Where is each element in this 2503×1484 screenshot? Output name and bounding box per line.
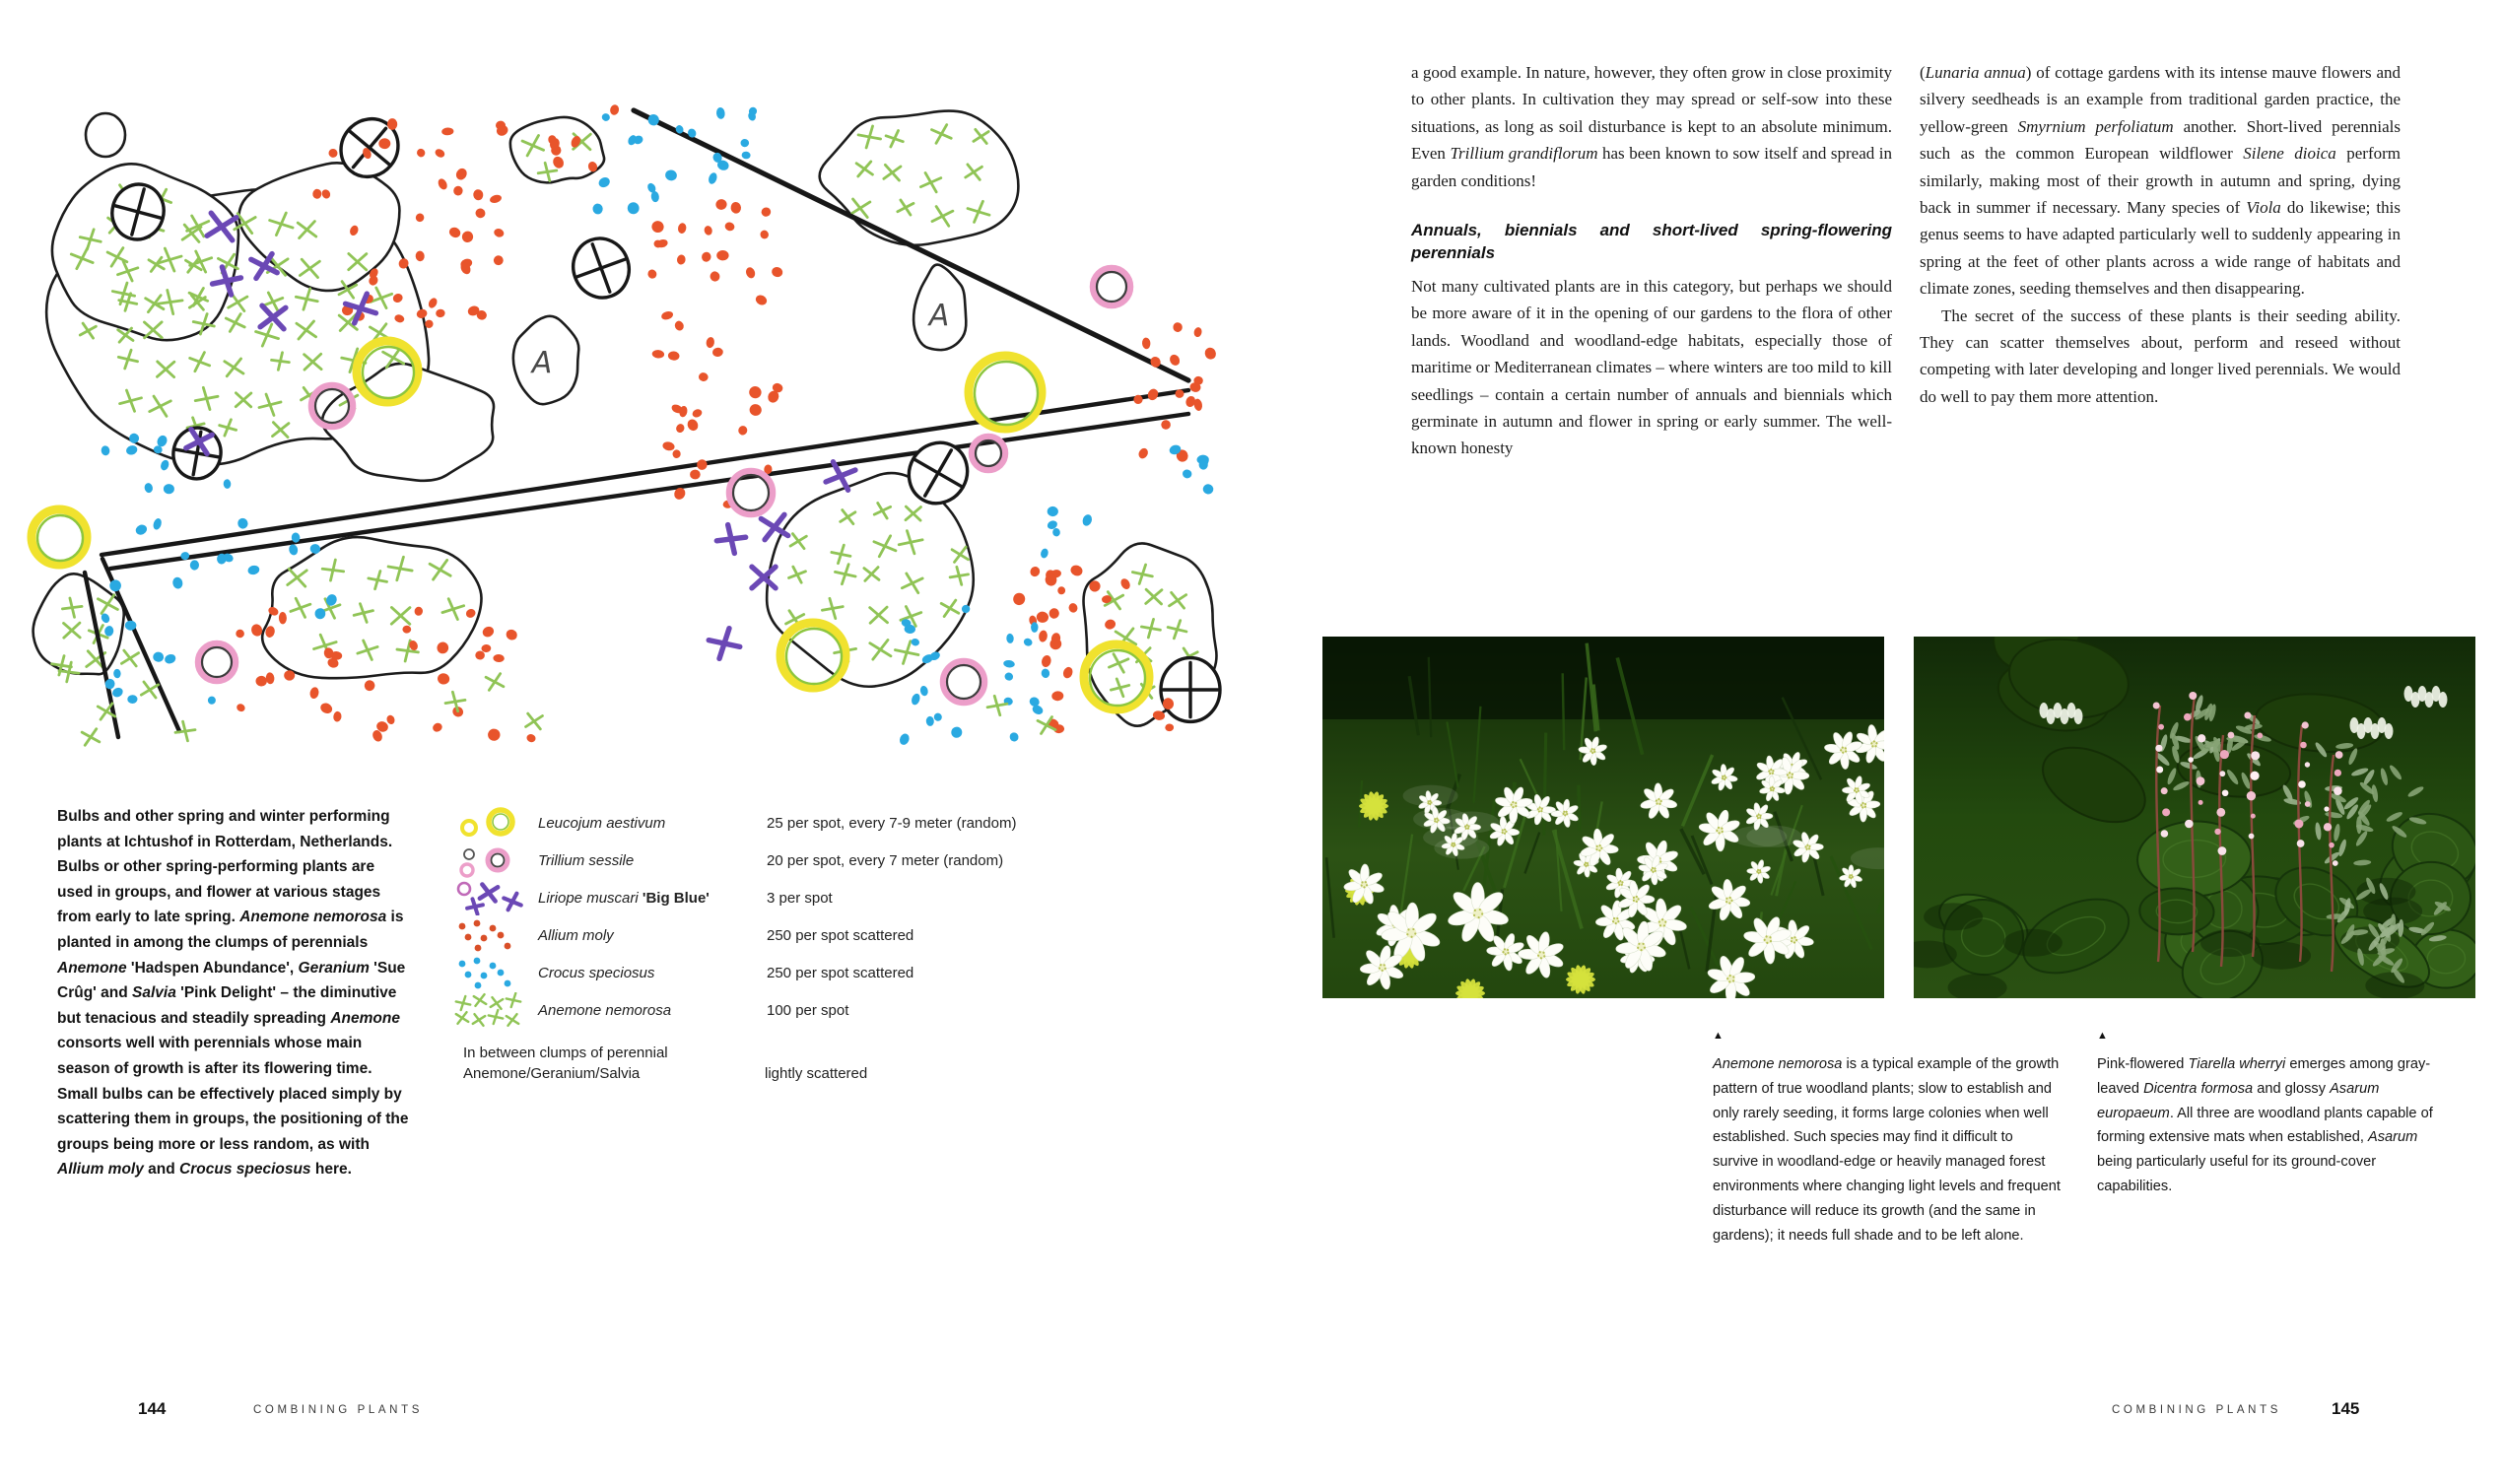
legend-plant-name: [538, 814, 767, 833]
legend-plant-name: [538, 851, 767, 870]
paragraph: [1411, 59, 1892, 194]
legend-rows: [453, 804, 1030, 1029]
legend-row: [453, 804, 1030, 842]
legend-row: [453, 916, 1030, 954]
text-run: Trillium grandiflorum: [1450, 144, 1598, 164]
text-run: perform similarly, making most of their growth in autumn and spring, dying back in summer if necessary. Many species of: [1920, 144, 2401, 218]
text-run: Geranium: [298, 959, 370, 977]
planting-plan-diagram: [0, 0, 1222, 749]
small-outline-circle: [86, 113, 125, 157]
text-run: Viola: [2246, 198, 2281, 218]
plan-caption: [57, 804, 414, 1182]
legend-quantity: 3 per spot: [767, 889, 833, 907]
leucojum-ring: [32, 509, 87, 565]
photo-caption-left: [1713, 1052, 2062, 1248]
text-column-2: [1920, 59, 2401, 410]
text-run: another. Short-lived perennials such as the common European wildflower: [1920, 116, 2401, 164]
legend-note: [453, 1043, 765, 1084]
text-run: and: [143, 1161, 180, 1179]
legend-quantity: 20 per spot, every 7 meter (random): [767, 851, 1004, 869]
text-run: emerges among gray-leaved: [2097, 1056, 2431, 1097]
legend-row: [453, 879, 1030, 916]
running-footer-left: COMBINING PLANTS: [253, 1404, 423, 1416]
tree-symbol: [1161, 658, 1220, 722]
text-run: Allium moly: [538, 926, 614, 944]
area-label: A: [928, 299, 950, 333]
text-run: Anemone: [57, 959, 127, 977]
legend-row: [453, 991, 1030, 1029]
text-run: Allium moly: [57, 1161, 144, 1179]
text-run: Dicentra formosa: [2143, 1080, 2254, 1097]
paragraph: Not many cultivated plants are in this category, but perhaps we should be more aware of it in the opening of our gardens to the flora of other lands. Woodland and woodland-edge habitats, especially those of maritime or Mediterranean climates – where winters are too mild to kill seedlings – contain a certain number of annuals and biennials which germinate in autumn and flower in spring or early summer. The well-known honesty: [1411, 277, 1892, 458]
trillium-rings-swatch-icon: [453, 843, 538, 878]
text-run: Silene dioica: [2243, 144, 2336, 164]
text-run: Tiarella wherryi: [2188, 1056, 2286, 1072]
area-label: A: [531, 346, 553, 380]
text-run: Liriope muscari: [538, 889, 639, 907]
text-run: being particularly useful for its ground-cover capabilities.: [2097, 1154, 2377, 1194]
anemone-crosses-swatch-icon: [453, 992, 538, 1028]
text-column-1: [1411, 59, 1892, 462]
page-number-right: 145: [2332, 1399, 2360, 1418]
photo-caption-right: [2097, 1052, 2450, 1199]
legend-plant-name: [538, 889, 767, 908]
text-run: is a typical example of the growth pattern of true woodland plants; slow to establish and only rarely seeding, it forms large colonies when well established. Such species may find it difficult to survive in woodland-edge or heavily managed forest environments where changing light levels and frequent disturbance will reduce its growth (and the same in gardens); it needs full shade and to be left alone.: [1713, 1056, 2061, 1244]
text-run: . All three are woodland plants capable of forming extensive mats when established,: [2097, 1105, 2433, 1146]
text-run: In between clumps of perennial Anemone/Geranium/Salvia: [463, 1045, 668, 1082]
text-run: 'Sue Crûg' and: [57, 959, 406, 1002]
anemone-patches: [34, 111, 1217, 726]
legend-row: [453, 842, 1030, 879]
text-run: 'Big Blue': [638, 889, 710, 907]
photo-anemone-nemorosa: [1322, 637, 1884, 998]
liriope-crosses-swatch-icon: [453, 880, 538, 915]
text-run: a good example. In nature, however, they often grow in close proximity to other plants. In cultivation they may spread or self-sow into these situations, as long as soil disturbance is kept to an absolute minimum. Even: [1411, 63, 1892, 164]
legend-quantity: 250 per spot scattered: [767, 964, 914, 981]
paragraph: [1920, 59, 2401, 303]
text-run: Salvia: [132, 984, 176, 1002]
text-run: Anemone nemorosa: [538, 1001, 672, 1019]
text-run: Bulbs and other spring and winter performing plants at Ichtushof in Rotterdam, Netherlands. Bulbs or other spring-performing plants are used in groups, and flower at various stages from early to late spring.: [57, 808, 393, 926]
trillium-ring: [1093, 268, 1130, 305]
photo-tiarella-wherryi: [1914, 637, 2475, 998]
legend-note-quantity: lightly scattered: [765, 1065, 868, 1082]
text-run: and glossy: [2253, 1080, 2331, 1097]
text-run: Trillium sessile: [538, 851, 635, 869]
text-run: 'Hadspen Abundance',: [126, 959, 299, 977]
tree-symbol: [565, 231, 637, 305]
legend-plant-name: [538, 926, 767, 945]
text-run: ) of cottage gardens with its intense mauve flowers and silvery seedheads is an example from traditional garden practice, the yellow-green: [1920, 63, 2401, 136]
text-run: Anemone nemorosa: [1713, 1056, 1843, 1072]
text-run: consorts well with perennials whose main season of growth is after its flowering time. Small bulbs can be effectively placed simply by scattering them in groups, the positioning of the groups being more or less random, as with: [57, 1035, 409, 1153]
paragraph: The secret of the success of these plants is their seeding ability. They can scatter themselves about, perform and reseed without competing with later developing and longer lived perennials. We would do well to pay them more attention.: [1920, 305, 2401, 406]
running-footer-right: COMBINING PLANTS: [2112, 1404, 2281, 1416]
crocus-dots-swatch-icon: [453, 955, 538, 990]
page-number-left: 144: [138, 1399, 167, 1418]
caption-marker-icon: ▲: [1713, 1030, 1724, 1042]
text-run: Smyrnium perfoliatum: [2017, 116, 2174, 136]
plan-legend: [453, 804, 1030, 1084]
trillium-ring: [943, 661, 984, 703]
text-run: Asarum europaeum: [2097, 1080, 2380, 1121]
section-heading: Annuals, biennials and short-lived spring-flowering perennials: [1411, 221, 1892, 263]
text-run: here.: [310, 1161, 352, 1179]
legend-quantity: 25 per spot, every 7-9 meter (random): [767, 814, 1017, 832]
text-run: Crocus speciosus: [179, 1161, 311, 1179]
text-run: do likewise; this genus seems to have adapted particularly well to suddenly appearing in spring at the feet of other plants across a wide range of habitats and climate zones, seeding themselves and then disappearing.: [1920, 198, 2401, 299]
text-run: has been known to sow itself and spread in garden conditions!: [1411, 144, 1892, 190]
text-run: Crocus speciosus: [538, 964, 655, 981]
text-run: Pink-flowered: [2097, 1056, 2189, 1072]
text-run: Lunaria annua: [1925, 63, 2026, 82]
caption-marker-icon: ▲: [2097, 1030, 2108, 1042]
text-run: Anemone: [330, 1009, 400, 1027]
text-run: (: [1920, 63, 1926, 82]
legend-plant-name: [538, 1001, 767, 1020]
legend-quantity: 250 per spot scattered: [767, 926, 914, 944]
legend-note-row: [453, 1043, 1030, 1084]
text-run: Leucojum aestivum: [538, 814, 666, 832]
trillium-ring: [198, 643, 236, 681]
text-run: is planted in among the clumps of perennials: [57, 909, 404, 951]
allium-dots-swatch-icon: [453, 917, 538, 953]
text-run: Anemone nemorosa: [239, 909, 387, 926]
leucojum-rings-swatch-icon: [453, 805, 538, 841]
text-run: 'Pink Delight' – the diminutive but tenacious and steadily spreading: [57, 984, 397, 1027]
legend-row: [453, 954, 1030, 991]
text-run: Asarum: [2368, 1129, 2418, 1146]
legend-plant-name: [538, 964, 767, 982]
legend-quantity: 100 per spot: [767, 1001, 849, 1019]
